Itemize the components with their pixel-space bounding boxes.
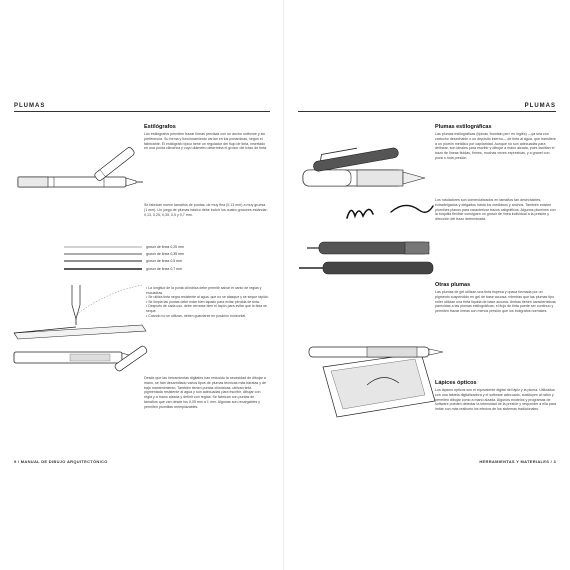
estilografos-title: Estilógrafos: [144, 124, 176, 130]
right-footer: HERRAMIENTAS Y MATERIALES / 3: [479, 459, 556, 464]
markers-text: Los rotuladores son comercializados en tamaños tan desechables, extradelgados y delgados hasta los medianos y anchos. También existen plumines planos para caracterizar trazos caligráficos. Algunos plumines con la boquilla flexible consiguen un grosor de línea individual a la presión y dirección del trazo determinada.: [435, 198, 556, 222]
pen-care-item: • Cuando no se utilizan, deben guardarse en posición horizontal.: [146, 314, 270, 319]
left-header: [14, 103, 270, 112]
pen-care-item: • Se utiliza tinta negra resistente al agua, que no se atasque y se seque rápido.: [146, 295, 270, 300]
line-label-05: grosor de línea 0,5 mm: [146, 259, 182, 263]
pen-tip-drawing-illustration: [14, 285, 146, 340]
plumas-estilograficas-title: Plumas estilográficas: [435, 124, 492, 130]
digital-pens-text: Desde que las herramientas digitales han reducido la necesidad de dibujar a mano, se han desarrollado varios tipos de plumas técnicas más baratas y de bajo mantenimiento. También tienen puntas cilíndricas, utilizan tinta pigmentada resistente al agua y son adecuadas para escribir, dibujar con regla y a mano alzada y definir con reglas. Se fabrican con puntas de tamaños que van desde los 0,05 mm a 1 mm. Algunas son recargables y permiten plumillas reemplazables.: [144, 376, 267, 409]
line-label-07: grosor de línea 0,7 mm: [146, 267, 182, 271]
estilografos-intro: Los estilógrafos permiten trazar líneas precisas con un ancho uniforme y sin preferencia. Su forma y funcionamiento varían en los portaminas, según el fabricante. El estilógrafo típico tiene un regulador del flujo de tinta, insertado en una punta cilíndrica y cuyo diámetro determina el grosor del trazo de tinta.: [144, 132, 268, 151]
pen-care-list: [146, 286, 270, 318]
right-header: [298, 103, 556, 112]
sizes-text: Se fabrican nueve tamaños de puntas, de muy fina (0,13 mm) a muy gruesa (1 mm). Un juego de plumas básico debe incluir los cuatro grosores estándar: 0,13, 0,25, 0,35, 0,5 y 0,7 mm.: [144, 203, 268, 217]
disposable-pen-illustration: [14, 342, 154, 382]
pen-care-item: • Se limpia las puntas debe estar bien tapado para evitar pérdida de tinta.: [146, 300, 270, 305]
right-header-title: PLUMAS: [524, 103, 556, 109]
fountain-pen-illustration: [299, 150, 429, 195]
pen-care-item: • La longitud de la punta cilíndrica debe permitir salvar el canto de reglas y escuadras.: [146, 286, 270, 295]
line-label-035: grosor de línea 0,35 mm: [146, 252, 184, 256]
right-page: [285, 0, 570, 570]
stylus-text: Los lápices ópticos son el equivalente digital del lápiz y la pluma. Utilizados con una tableta digitalizadora y el software adecuado, sustituyen al ratón y permiten dibujar como a mano alzada. Algunos modelos y programas de software pueden detectar la intensidad de la presión y responder a ella para imitar con más realismo los efectos de los sistemas tradicionales.: [435, 388, 557, 412]
ink-stroke-samples: [345, 198, 435, 226]
left-footer: 9 / MANUAL DE DIBUJO ARQUITECTÓNICO: [14, 459, 108, 464]
line-label-025: grosor de línea 0,25 mm: [146, 245, 184, 249]
left-header-title: PLUMAS: [14, 103, 46, 109]
other-pens-text: Las plumas de gel utilizan una tinta espesa y opaca formada por un pigmento suspendido en gel de base acuosa, mientras que las plumas tipo roller utilizan una tinta líquida de base acuosa. Ambas tienen características parecidas a las plumas estilográficas; el flujo de tinta puede ser continuo y permiten trazar líneas con menos presión que los bolígrafos normales.: [435, 290, 556, 314]
pen-care-item: • Después de cada uso, debe cerrarse bien el tapón para evitar que la tinta se seque.: [146, 304, 270, 313]
line-weight-samples: [64, 245, 144, 273]
stylus-tablet-illustration: [307, 345, 452, 425]
lapices-opticos-title: Lápices ópticos: [435, 380, 477, 386]
fountain-pen-text: Las plumas estilográficas (típicas ‘fountain pen’ en inglés) —ya sea con cartucho desechable o un depósito interno— de tinta al agua, que transfiere a un plumín metálico por capilaridad. Aunque no son adecuadas para delinear, son ideales para escribir y dibujar a mano alzada, pues facilitan el trazo de líneas fluidas, firmes, muchas veces expresivas, y a granel con poca o nula presión.: [435, 132, 556, 160]
technical-pen-illustration: [14, 150, 144, 200]
otras-plumas-title: Otras plumas: [435, 282, 471, 288]
gel-pen-illustration: [299, 238, 439, 278]
